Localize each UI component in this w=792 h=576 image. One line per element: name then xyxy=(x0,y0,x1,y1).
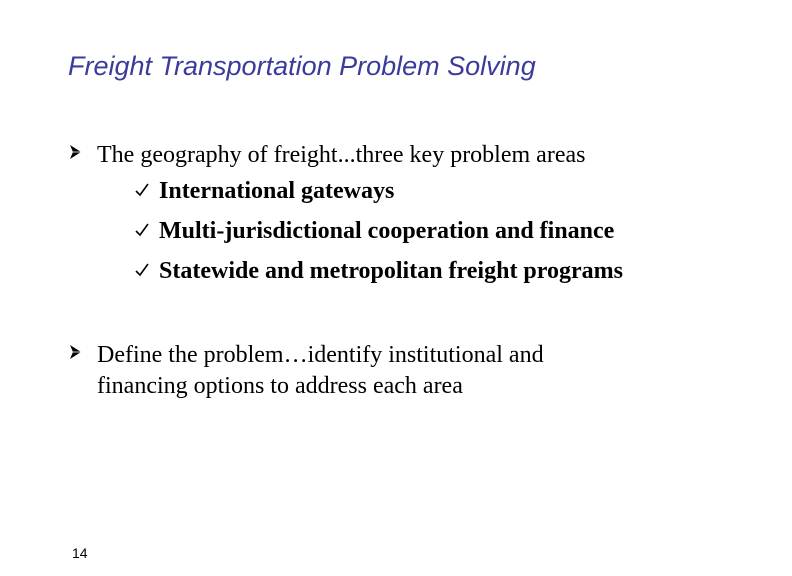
page-number: 14 xyxy=(72,545,88,561)
sub-item-text: Multi-jurisdictional cooperation and finance xyxy=(159,218,615,244)
sub-list-item xyxy=(135,217,755,257)
arrow-bullet-icon xyxy=(68,140,84,164)
sub-item-text: Statewide and metropolitan freight programs xyxy=(159,258,623,284)
checkmark-icon xyxy=(135,262,149,278)
bullet-text-line: Define the problem…identify institutional and xyxy=(97,342,544,368)
sub-list xyxy=(135,177,755,297)
sub-item-text: International gateways xyxy=(159,178,395,204)
bullet-text-line: The geography of freight...three key problem areas xyxy=(97,142,586,168)
sub-list-item xyxy=(135,257,755,297)
slide-title: Freight Transportation Problem Solving xyxy=(68,51,536,81)
bullet-text xyxy=(97,140,737,171)
checkmark-icon xyxy=(135,222,149,238)
arrow-bullet-icon xyxy=(68,340,84,364)
bullet-text-line: financing options to address each area xyxy=(97,373,463,399)
checkmark-icon xyxy=(135,182,149,198)
bullet-text xyxy=(97,340,737,402)
sub-list-item xyxy=(135,177,755,217)
